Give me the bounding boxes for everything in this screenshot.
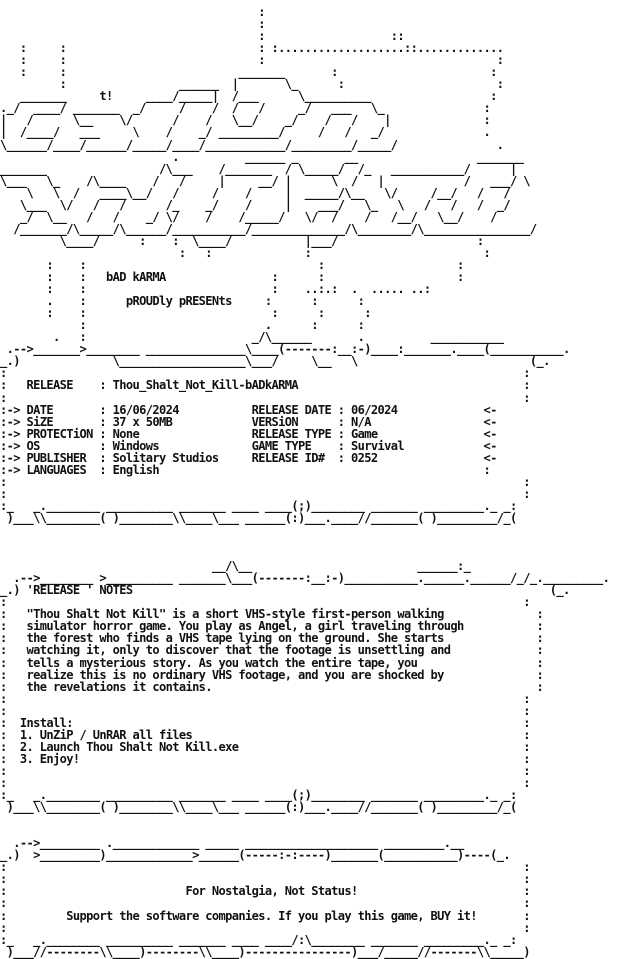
nfo-line: .-->_______>________ _______________\____(-------:__:-)____:_______.____(___________. [0,342,570,357]
nfo-line: : realize this is no ordinary VHS footage, and you are shocked by : [0,667,544,682]
nfo-line: : Support the software companies. If you play this game, BUY it! : [0,908,530,923]
nfo-line: \____/ : : \____/ |___/ : [0,233,484,248]
nfo-document [0,6,609,958]
nfo-line: :-> OS : Windows GAME TYPE : Survival <- [0,438,497,453]
nfo-line: : 2. Launch Thou Shalt Not Kill.exe : [0,739,530,754]
nfo-line: : : _______ : : [0,65,497,80]
nfo-line: .-->________ >__________ _______\___(-------:__:-)___________.______.______/_/_._________. [0,571,610,586]
nfo-line: : RELEASE : Thou_Shalt_Not_Kill-bADkARMA : [0,378,530,393]
nfo-line: : : : : [0,53,504,68]
nfo-line: :-> SiZE : 37 x 50MB VERSiON : N/A <- [0,414,497,429]
nfo-line: \______/____/______/_____/____/____________/_________/_____/ . [0,137,504,152]
nfo-line: )___//--------\\____)--------\\____)----------------)___/_____//-------\\_____) [0,944,530,959]
nfo-line: : : [0,896,530,911]
nfo-line: . : _/\______ . ___________ [0,330,504,345]
nfo-line: | /____/ ___ \ / _/ _________/ / / _/ . [0,125,491,140]
nfo-line: : : [0,860,530,875]
nfo-line: : : : ..:.: . ..... ..: [0,282,431,297]
nfo-line: : [0,5,265,19]
nfo-line: _.) 'RELEASE ' NOTES (_. [0,583,570,598]
nfo-line: . ______ _ __ _______ [0,149,524,164]
nfo-line: _______ /\___ /_______ / \_____/ /_ ___________/ | [0,161,517,176]
nfo-line: : : bAD kARMA : : : [0,270,464,285]
nfo-line: : : : : [0,245,491,260]
nfo-line: /_______/\_____/\______/___________/______________/\________/\________________/ [0,221,537,236]
nfo-line: : : [0,474,530,489]
nfo-line: : [0,17,265,32]
nfo-line: : . : : [0,318,365,333]
nfo-line: : : : : [0,257,464,272]
nfo-line: :-> LANGUAGES : English : [0,462,491,477]
nfo-line: : ______ | \_ : : [0,77,504,92]
nfo-line: \___ \/ / / /_ _/ / | ___/ \_ \ / / / _/ [0,197,510,212]
nfo-line: :-> PUBLISHER : Solitary Studios RELEASE ID# : 0252 <- [0,450,497,465]
nfo-line: : For Nostalgia, Not Status! : [0,884,530,899]
nfo-line: : : [0,390,530,405]
nfo-line: : : [0,703,530,718]
nfo-line: __/\__ ______:_ [0,559,471,574]
nfo-line: : : [0,595,530,610]
nfo-line: : : [0,691,530,706]
nfo-line: )___\\________( )________\\____\___ ______(:)___.____//_______( )_________/_( [0,800,517,815]
nfo-line: ._/ ____/ _______ _/ / / / / _/ ___ \_ : [0,101,491,116]
nfo-line: : : [0,763,530,778]
nfo-line: :_ _.________ __________ _______ ____ ____/:\________ _______ _________._ _: [0,932,517,947]
nfo-line: :-> DATE : 16/06/2024 RELEASE DATE : 06/2024 <- [0,402,497,417]
nfo-line: : tells a mysterious story. As you watch the entire tape, you : [0,655,544,670]
nfo-line: : : : : : [0,306,371,321]
nfo-line: : 1. UnZiP / UnRAR all files : [0,727,530,742]
nfo-line: .-->_________ ._____________ _____ ____________________ _________.__ [0,836,464,851]
nfo-line: :-> PROTECTiON : None RELEASE TYPE : Game <- [0,426,497,441]
nfo-line: :_ _.________ __________ _______ ____ ____(;)________ _______ _________._ _: [0,498,517,513]
nfo-line: _______ t! ____/_____| /___ \__________ : [0,89,497,104]
nfo-line: : Install: : [0,715,530,730]
nfo-line: \ \ / ____\__/ / / / | _____/\__ \/ /__/ / / [0,185,510,200]
nfo-line: )___\\________( )________\\____\___ ______(:)___.____//_______( )_________/_( [0,510,517,525]
nfo-line: _.) >_________)_____________>______(-----:-:----)_______(___________)----(_. [0,848,510,863]
nfo-line: _.) \___________________\___/ \__ \ (_. [0,354,550,369]
nfo-line: : watching it, only to discover that the footage is unsettling and : [0,643,544,658]
nfo-line: : : [0,776,530,790]
nfo-line: : : : :...................::............. [0,41,504,56]
nfo-line: : : [0,920,530,935]
nfo-line: : 3. Enjoy! : [0,751,530,766]
nfo-line: . : pROUDly pRESENts : : : [0,294,365,309]
nfo-line: : the forest who finds a VHS tape lying on the ground. She starts : [0,631,544,646]
nfo-line: | / \__ \/ / / \__/ _/ / / | : [0,113,491,128]
nfo-line: : : [0,872,530,887]
nfo-line: : :: [0,29,404,44]
nfo-line: : : [0,486,530,501]
nfo-line: : "Thou Shalt Not Kill" is a short VHS-style first-person walking : [0,607,544,622]
nfo-line: :_ _.________ __________ _______ ____ ____(;)________ _______ _________._ _: [0,788,517,803]
nfo-line: \___ \_ /\____ / / | __/ | \ / | / ___/ \ [0,173,530,188]
nfo-line: _/ \__ / / _/ \/ / /_____/ \/ / / /__/ \__/ / [0,209,497,224]
nfo-line: : simulator horror game. You play as Angel, a girl traveling through : [0,619,544,634]
nfo-line: : the revelations it contains. : [0,679,544,694]
nfo-line: : : [0,366,530,381]
